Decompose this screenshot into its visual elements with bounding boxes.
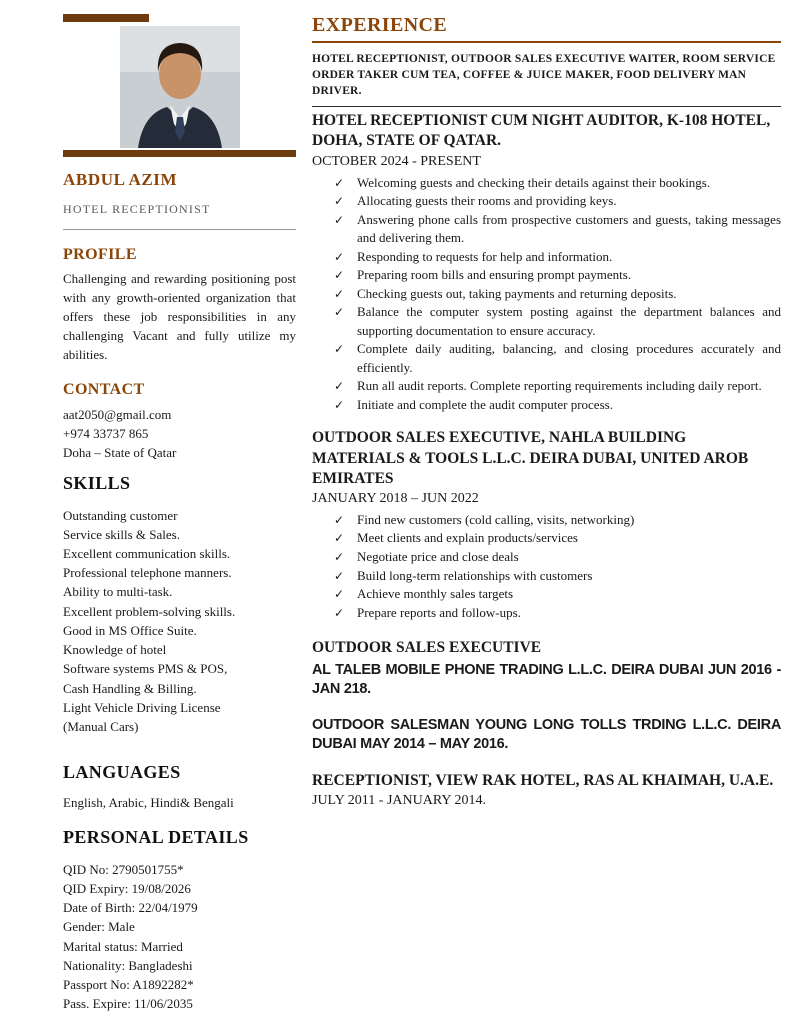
check-icon: ✓: [334, 587, 345, 602]
bullet-item: [312, 548, 781, 567]
bullet-item: [312, 567, 781, 586]
skill-line: Excellent problem-solving skills.: [63, 603, 236, 619]
contact-line: +974 33737 865: [63, 426, 149, 442]
skill-line: Service skills & Sales.: [63, 526, 180, 542]
bullet-text: Initiate and complete the audit computer process.: [357, 396, 613, 412]
skill-line: Ability to multi-task.: [63, 584, 173, 600]
job-title: OUTDOOR SALES EXECUTIVE, NAHLA BUILDING MATERIALS & TOOLS L.L.C. DEIRA DUBAI, UNITED AROB EMIRATES: [312, 429, 749, 487]
skill-line: Good in MS Office Suite.: [63, 622, 197, 638]
check-icon: ✓: [334, 605, 345, 620]
check-icon: ✓: [334, 305, 345, 320]
bullet-text: Meet clients and explain products/services: [357, 530, 578, 546]
skill-line: Cash Handling & Billing.: [63, 680, 197, 696]
bullet-text: Find new customers (cold calling, visits, networking): [357, 511, 635, 527]
personal-detail-line: Passport No: A1892282*: [63, 977, 194, 992]
personal-details-heading: PERSONAL DETAILS: [63, 826, 249, 847]
candidate-name: ABDUL AZIM: [63, 170, 178, 189]
check-icon: ✓: [334, 397, 345, 412]
check-icon: ✓: [334, 512, 345, 527]
skill-line: Knowledge of hotel: [63, 642, 167, 658]
bullet-item: [312, 174, 781, 193]
bullet-item: [312, 396, 781, 415]
personal-detail-line: Marital status: Married: [63, 938, 183, 954]
bullet-item: [312, 585, 781, 604]
divider: [63, 229, 296, 230]
profile-photo: [120, 26, 240, 148]
job-entry: [312, 428, 781, 622]
check-icon: ✓: [334, 342, 345, 357]
personal-details-list: [63, 860, 296, 1014]
personal-detail-line: Gender: Male: [63, 919, 135, 935]
profile-text: Challenging and rewarding positioning post with any growth-oriented organization that offers these job responsibilities in any challenging Vacant and fully utilize my abilities.: [63, 271, 296, 362]
divider: [312, 106, 781, 107]
check-icon: ✓: [334, 175, 345, 190]
bullet-text: Answering phone calls from prospective customers and guests, taking messages and delivering them.: [357, 211, 781, 246]
job-subtitle: OUTDOOR SALESMAN YOUNG LONG TOLLS TRDING L.L.C. DEIRA DUBAI MAY 2014 – MAY 2016.: [312, 716, 781, 753]
skills-heading: SKILLS: [63, 472, 131, 493]
portrait-image: [120, 26, 240, 148]
decorative-bar-top: [63, 14, 149, 22]
job-subtitle: AL TALEB MOBILE PHONE TRADING L.L.C. DEIRA DUBAI JUN 2016 -JAN 218.: [312, 661, 781, 698]
skill-line: Excellent communication skills.: [63, 546, 231, 562]
bullet-item: [312, 511, 781, 530]
bullet-text: Preparing room bills and ensuring prompt payments.: [357, 267, 632, 283]
job-title: OUTDOOR SALES EXECUTIVE: [312, 639, 542, 657]
sidebar: [63, 14, 296, 1024]
experience-column: [312, 14, 781, 1024]
personal-detail-line: Nationality: Bangladeshi: [63, 957, 193, 973]
check-icon: ✓: [334, 249, 345, 264]
decorative-bar: [63, 150, 296, 157]
bullet-text: Welcoming guests and checking their details against their bookings.: [357, 174, 711, 190]
experience-heading: EXPERIENCE: [312, 14, 448, 36]
check-icon: ✓: [334, 531, 345, 546]
bullet-item: [312, 266, 781, 285]
personal-detail-line: Date of Birth: 22/04/1979: [63, 900, 198, 916]
check-icon: ✓: [334, 286, 345, 301]
bullet-text: Responding to requests for help and information.: [357, 248, 613, 264]
job-entry: [312, 111, 781, 414]
bullet-item: [312, 377, 781, 396]
contact-line: aat2050@gmail.com: [63, 406, 172, 422]
skill-line: Outstanding customer: [63, 507, 178, 523]
bullet-text: Checking guests out, taking payments and returning deposits.: [357, 285, 677, 301]
skill-line: (Manual Cars): [63, 719, 139, 735]
bullet-text: Run all audit reports. Complete reporting requirements including daily report.: [357, 378, 762, 394]
bullet-text: Balance the computer system posting against the department balances and supporting documentation to ensure accuracy.: [357, 304, 781, 338]
bullet-text: Achieve monthly sales targets: [357, 586, 514, 602]
profile-heading: PROFILE: [63, 246, 137, 263]
languages-heading: LANGUAGES: [63, 762, 181, 783]
contact-list: [63, 405, 296, 463]
check-icon: ✓: [334, 568, 345, 583]
bullet-text: Complete daily auditing, balancing, and closing procedures accurately and efficiently.: [357, 341, 781, 375]
check-icon: ✓: [334, 379, 345, 394]
contact-heading: CONTACT: [63, 380, 145, 398]
job-entry: [312, 638, 781, 699]
personal-detail-line: Pass. Expire: 11/06/2035: [63, 996, 193, 1012]
check-icon: ✓: [334, 194, 345, 209]
job-title: HOTEL RECEPTIONIST CUM NIGHT AUDITOR, K-108 HOTEL, DOHA, STATE OF QATAR.: [312, 112, 771, 150]
bullet-text: Prepare reports and follow-ups.: [357, 604, 521, 620]
job-bullets: [312, 174, 781, 415]
check-icon: ✓: [334, 268, 345, 283]
skill-line: Light Vehicle Driving License: [63, 699, 221, 715]
job-title: RECEPTIONIST, VIEW RAK HOTEL, RAS AL KHAIMAH, U.A.E.: [312, 771, 774, 789]
bullet-text: Build long-term relationships with customers: [357, 567, 593, 583]
job-date: JULY 2011 - JANUARY 2014.: [312, 792, 486, 808]
skill-line: Professional telephone manners.: [63, 565, 232, 581]
experience-summary: HOTEL RECEPTIONIST, OUTDOOR SALES EXECUTIVE WAITER, ROOM SERVICE ORDER TAKER CUM TEA, COFFEE & JUICE MAKER, FOOD DELIVERY MAN DRIVER.: [312, 53, 776, 98]
personal-detail-line: QID Expiry: 19/08/2026: [63, 880, 191, 896]
bullet-item: [312, 604, 781, 623]
bullet-item: [312, 192, 781, 211]
job-entry: [312, 771, 781, 809]
contact-line: Doha – State of Qatar: [63, 445, 177, 461]
personal-detail-line: QID No: 2790501755*: [63, 861, 184, 877]
job-entry: [312, 716, 781, 755]
candidate-title: HOTEL RECEPTIONIST: [63, 202, 211, 216]
bullet-text: Negotiate price and close deals: [357, 549, 519, 565]
bullet-item: [312, 529, 781, 548]
bullet-text: Allocating guests their rooms and providing keys.: [357, 193, 617, 209]
skills-list: [63, 506, 296, 737]
bullet-item: [312, 211, 781, 248]
check-icon: ✓: [334, 212, 345, 227]
job-date: JANUARY 2018 – JUN 2022: [312, 490, 479, 506]
accent-rule: [312, 41, 781, 43]
check-icon: ✓: [334, 550, 345, 565]
bullet-item: [312, 285, 781, 304]
bullet-item: [312, 303, 781, 340]
bullet-item: [312, 340, 781, 377]
job-bullets: [312, 511, 781, 623]
skill-line: Software systems PMS & POS,: [63, 661, 228, 677]
job-date: OCTOBER 2024 - PRESENT: [312, 153, 481, 169]
bullet-item: [312, 248, 781, 267]
languages-text: English, Arabic, Hindi& Bengali: [63, 795, 234, 811]
